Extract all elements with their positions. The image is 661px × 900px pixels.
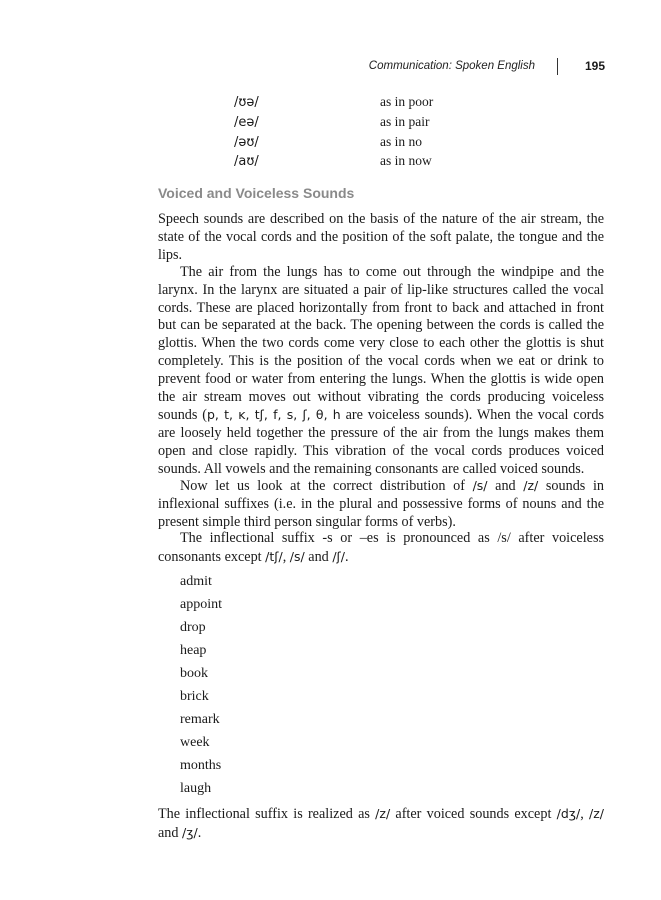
- example-row: [234, 134, 422, 154]
- text-run: The air from the lungs has to come out through the windpipe and the larynx. In the larynx are situated a pair of lip-like structures called the vocal cords. These are placed horizontally from front to back and attached in front but can be separated at the back. The opening between the cords is called the glottis. When the two cords come very close to each other the glottis is shut completely. This is the position of the vocal cords when we eat or drink to prevent food or water from entering the lungs. When the glottis is wide open the air stream moves out without vibrating the cords producing voiceless sounds (: [158, 264, 604, 424]
- list-item: book: [180, 666, 208, 681]
- text-run: ,: [580, 806, 590, 822]
- running-header: [0, 58, 661, 78]
- text-run: .: [197, 824, 202, 841]
- paragraph-voiced-rule: [158, 805, 604, 843]
- text-run: after voiced sounds except: [390, 806, 557, 822]
- phoneme-example: as in no: [380, 134, 422, 149]
- text-run: The inflectional suffix -s or –es is pronounced as /s/ after voiceless consonants except: [158, 530, 604, 565]
- section-heading: Voiced and Voiceless Sounds: [158, 185, 355, 201]
- phoneme-s: /s/: [472, 478, 488, 493]
- list-item: drop: [180, 620, 206, 635]
- running-title: Communication: Spoken English: [368, 60, 535, 72]
- example-row: [234, 94, 433, 114]
- text-run: Now let us look at the correct distribution of: [180, 478, 473, 494]
- text-run: are voiceless sounds). When the vocal cords are loosely held together the pressure of the air from the lungs makes them open and close rapidly. This vibration of the vocal cords produces voiced sounds. All vowels and the remaining consonants are called voiced sounds.: [158, 407, 604, 477]
- list-item: remark: [180, 712, 220, 727]
- phoneme-dzh: /dʒ/: [556, 806, 581, 821]
- phoneme-example: as in now: [380, 153, 432, 168]
- text-run: .: [344, 548, 349, 565]
- paragraph-intro: Speech sounds are described on the basis of the nature of the air stream, the state of the vocal cords and the position of the soft palate, the tongue and the lips.: [158, 211, 604, 263]
- text-run: The inflectional suffix is realized as: [158, 806, 376, 822]
- phoneme-zh: /ʒ/: [182, 824, 198, 840]
- example-row: [234, 114, 430, 134]
- header-divider: [557, 58, 558, 75]
- list-item: admit: [180, 574, 212, 589]
- paragraph-voiceless-rule: [158, 530, 604, 567]
- phoneme-symbol: /aʊ/: [234, 154, 259, 169]
- phoneme-symbol: /əʊ/: [234, 135, 259, 150]
- list-item: laugh: [180, 781, 212, 796]
- list-item: months: [180, 758, 222, 773]
- text-run: ,: [282, 548, 290, 565]
- list-item: week: [180, 735, 210, 750]
- phoneme-z: /z/: [375, 806, 391, 821]
- example-row: [234, 153, 432, 173]
- list-item: appoint: [180, 597, 222, 612]
- text-run: and: [487, 478, 524, 494]
- word-list: [180, 570, 222, 800]
- phoneme-z: /z/: [523, 478, 539, 493]
- voiceless-phonemes: p, t, ĸ, tʃ, f, s, ʃ, θ, h: [206, 407, 341, 423]
- paragraph-distribution: [158, 477, 604, 531]
- phoneme-example: as in poor: [380, 94, 434, 109]
- phoneme-s: /s/: [289, 548, 305, 564]
- text-run: and: [304, 548, 333, 565]
- phoneme-z: /z/: [589, 806, 604, 821]
- text-run: and: [158, 824, 183, 841]
- list-item: heap: [180, 643, 207, 658]
- page-number: 195: [585, 59, 606, 73]
- phoneme-sh: /ʃ/: [332, 548, 345, 564]
- phoneme-example: as in pair: [380, 114, 430, 129]
- paragraph-glottis: [158, 264, 604, 479]
- list-item: brick: [180, 689, 209, 704]
- phoneme-symbol: /ʊə/: [234, 95, 259, 110]
- phoneme-symbol: /eə/: [234, 115, 259, 130]
- phoneme-tsh: /tʃ/: [265, 548, 283, 564]
- text-run: sounds in inflexional suffixes (i.e. in the plural and possessive forms of nouns and the present simple third person singular forms of verbs).: [158, 478, 604, 530]
